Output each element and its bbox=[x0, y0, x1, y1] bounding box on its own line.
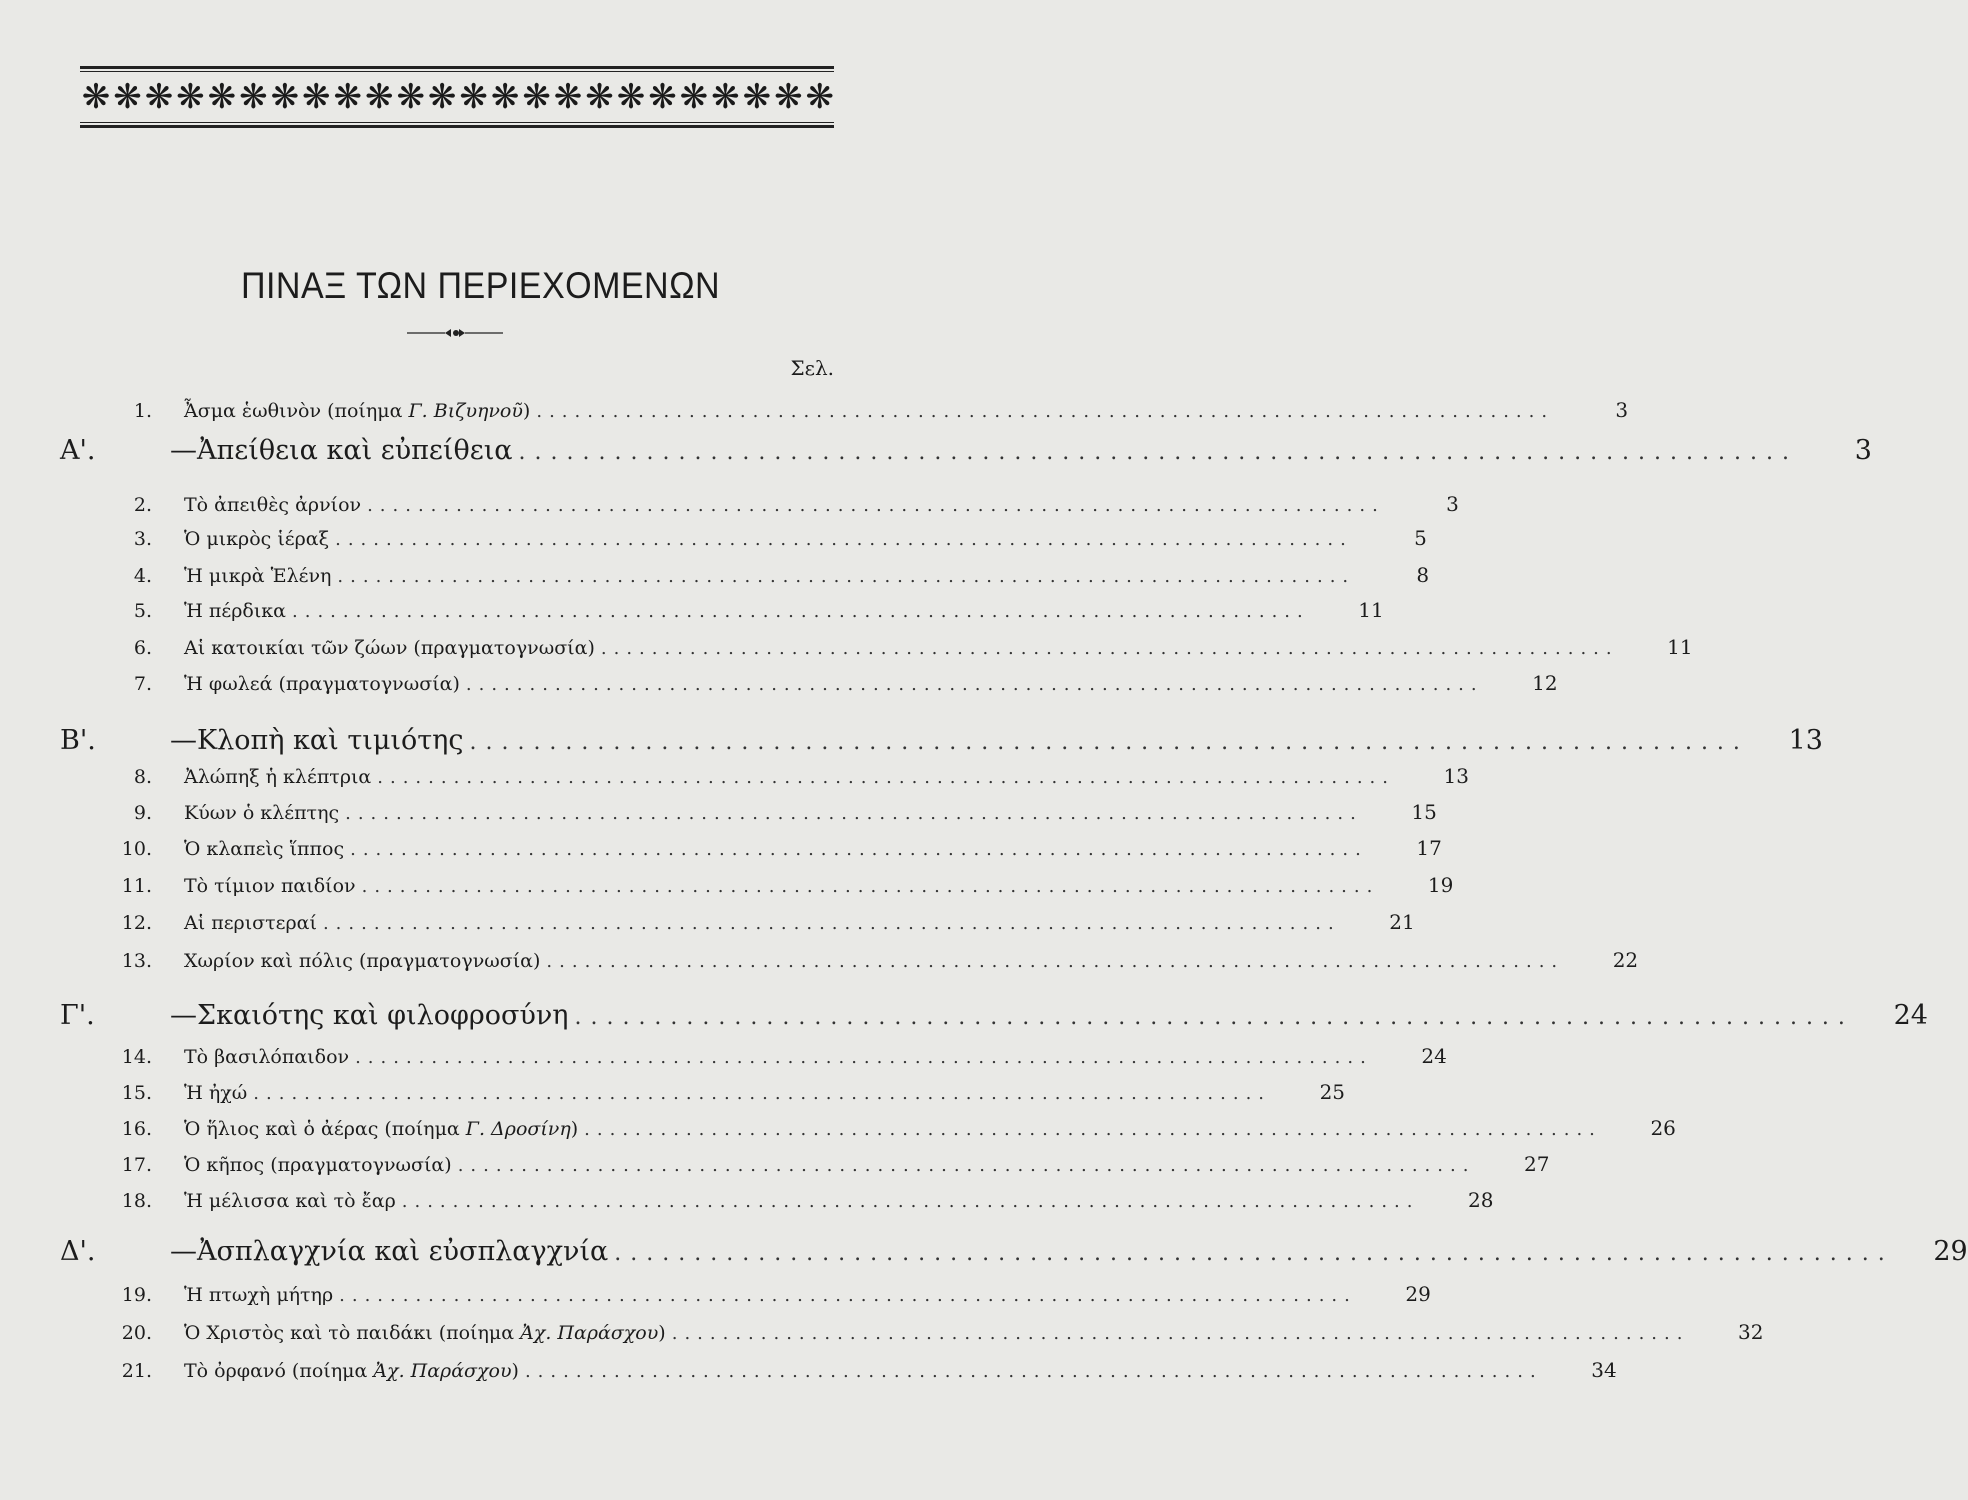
entry-page-number: 5 bbox=[1414, 526, 1427, 550]
dot-leader: ................................................................................ bbox=[355, 1047, 1373, 1068]
toc-item-row bbox=[60, 764, 1469, 788]
page-column-label: Σελ. bbox=[790, 356, 834, 380]
dot-leader: ................................................................................ bbox=[361, 876, 1380, 897]
dot-leader: ................................................................................ bbox=[322, 913, 1341, 934]
entry-page-number: 3 bbox=[1615, 398, 1629, 422]
entry-page-number: 13 bbox=[1788, 725, 1823, 756]
border-ornament-icon: ❋ bbox=[711, 77, 738, 117]
entry-number: 9. bbox=[133, 802, 152, 824]
border-ornament-icon: ❋ bbox=[81, 77, 109, 117]
dot-leader: ................................................................................ bbox=[584, 1119, 1602, 1140]
toc-item-row bbox=[60, 1080, 1346, 1104]
dot-leader: ................................................................................ bbox=[457, 1155, 1476, 1176]
entry-number: Γ'. bbox=[60, 1000, 95, 1031]
ornament-divider bbox=[407, 326, 503, 340]
entry-number: 12. bbox=[121, 912, 152, 934]
toc-item-row bbox=[60, 1044, 1447, 1068]
entry-title bbox=[184, 1360, 519, 1382]
entry-title bbox=[184, 1046, 349, 1068]
entry-page-number: 26 bbox=[1650, 1116, 1676, 1140]
entry-title bbox=[184, 912, 317, 934]
dot-leader: ................................................................................ bbox=[345, 803, 1363, 824]
top-rule bbox=[80, 66, 834, 69]
border-ornament-icon: ❋ bbox=[585, 77, 612, 117]
entry-title bbox=[184, 1322, 666, 1344]
dot-leader: ................................................................................ bbox=[339, 1285, 1357, 1306]
toc-item-row bbox=[60, 563, 1430, 587]
entry-title-text: —Ἀπείθεια καὶ εὐπείθεια bbox=[170, 435, 513, 466]
entry-title bbox=[184, 802, 339, 824]
entry-title-text: Ἀλώπηξ ἡ κλέπτρια bbox=[184, 766, 372, 788]
toc-item-row bbox=[60, 598, 1384, 622]
border-ornament-icon: ❋ bbox=[176, 77, 203, 117]
entry-page-number: 11 bbox=[1667, 635, 1693, 659]
entry-close-paren: ) bbox=[522, 400, 531, 422]
toc-item-row bbox=[60, 492, 1459, 516]
bottom-rule bbox=[80, 125, 834, 128]
bottom-rule-thin bbox=[80, 122, 834, 123]
entry-title-text: Τὸ βασιλόπαιδον bbox=[184, 1046, 350, 1068]
border-ornament-icon: ❋ bbox=[113, 77, 140, 117]
entry-page-number: 3 bbox=[1446, 492, 1459, 516]
entry-title bbox=[184, 600, 286, 622]
entry-page-number: 19 bbox=[1427, 873, 1454, 897]
entry-title bbox=[170, 435, 513, 466]
entry-title bbox=[170, 1236, 608, 1267]
entry-title-text: —Ἀσπλαγχνία καὶ εὐσπλαγχνία bbox=[170, 1236, 609, 1267]
entry-number: 2. bbox=[133, 494, 152, 516]
entry-close-paren: ) bbox=[658, 1322, 666, 1344]
page-title: ΠΙΝΑΞ ΤΩΝ ΠΕΡΙΕΧΟΜΕΝΩΝ bbox=[240, 264, 721, 306]
border-ornament-icon: ❋ bbox=[427, 77, 455, 117]
entry-title-text: Ἡ ἠχώ bbox=[184, 1082, 248, 1104]
entry-title bbox=[184, 950, 540, 972]
entry-number: 1. bbox=[133, 400, 152, 422]
entry-title-text: Ὁ κῆπος (πραγματογνωσία) bbox=[184, 1154, 452, 1176]
entry-title bbox=[170, 1000, 568, 1031]
entry-title-text: Ὁ κλαπεὶς ἵππος bbox=[184, 838, 345, 860]
toc-item-row bbox=[60, 671, 1558, 695]
entry-title-text: Αἱ περιστεραί bbox=[184, 912, 317, 934]
toc-item-row bbox=[60, 836, 1442, 860]
entry-title bbox=[184, 494, 361, 516]
ornamental-border bbox=[80, 74, 834, 120]
border-ornament-icon: ❋ bbox=[805, 77, 833, 117]
entry-title-text: Ὁ Χριστὸς καὶ τὸ παιδάκι (ποίημα bbox=[184, 1322, 515, 1344]
entry-title-text: —Κλοπὴ καὶ τιμιότης bbox=[170, 725, 464, 756]
entry-title bbox=[184, 637, 595, 659]
entry-page-number: 13 bbox=[1443, 764, 1469, 788]
entry-title-text: Κύων ὁ κλέπτης bbox=[184, 802, 340, 824]
dot-leader: ................................................................................ bbox=[614, 1241, 1894, 1266]
entry-page-number: 32 bbox=[1738, 1320, 1764, 1344]
dot-leader: ................................................................................ bbox=[377, 767, 1395, 788]
dot-leader: ................................................................................ bbox=[536, 401, 1555, 422]
entry-title-text: Ὁ ἥλιος καὶ ὁ ἀέρας (ποίημα bbox=[184, 1118, 460, 1140]
dot-leader: ................................................................................ bbox=[253, 1083, 1272, 1104]
entry-title bbox=[184, 528, 329, 550]
entry-title-text: Τὸ τίμιον παιδίον bbox=[184, 875, 356, 897]
entry-poet: Ἀχ. Παράσχου bbox=[520, 1322, 659, 1344]
entry-page-number: 8 bbox=[1416, 563, 1430, 587]
entry-page-number: 24 bbox=[1421, 1044, 1447, 1068]
border-ornament-icon: ❋ bbox=[144, 77, 172, 117]
entry-number: 15. bbox=[121, 1082, 152, 1104]
entry-title bbox=[184, 1118, 578, 1140]
entry-number: 10. bbox=[121, 838, 152, 860]
entry-number: 8. bbox=[133, 766, 152, 788]
entry-number: Δ'. bbox=[60, 1236, 96, 1267]
entry-title bbox=[184, 766, 371, 788]
toc-item-row bbox=[60, 1320, 1764, 1344]
entry-page-number: 24 bbox=[1893, 1000, 1928, 1031]
border-ornament-icon: ❋ bbox=[774, 77, 801, 117]
dot-leader: ................................................................................ bbox=[337, 566, 1356, 587]
border-ornament-icon: ❋ bbox=[302, 77, 329, 117]
entry-title bbox=[184, 1284, 333, 1306]
entry-title bbox=[184, 565, 331, 587]
entry-page-number: 12 bbox=[1532, 671, 1558, 695]
entry-page-number: 11 bbox=[1358, 598, 1384, 622]
entry-poet: Γ. Βιζυηνοῦ bbox=[408, 400, 523, 422]
dot-leader: ................................................................................ bbox=[518, 440, 1798, 465]
entry-number: 3. bbox=[133, 528, 152, 550]
entry-title bbox=[170, 725, 463, 756]
dot-leader: ................................................................................ bbox=[469, 730, 1749, 755]
entry-page-number: 15 bbox=[1411, 800, 1437, 824]
border-ornament-icon: ❋ bbox=[490, 77, 518, 117]
border-ornament-icon: ❋ bbox=[333, 77, 360, 117]
entry-number: 20. bbox=[121, 1322, 152, 1344]
entry-title-text: Ἆσμα ἑωθινὸν (ποίημα bbox=[184, 400, 403, 422]
dot-leader: ................................................................................ bbox=[671, 1323, 1690, 1344]
entry-number: 5. bbox=[133, 600, 152, 622]
entry-page-number: 27 bbox=[1523, 1152, 1550, 1176]
toc-section-row bbox=[60, 1000, 1928, 1031]
entry-poet: Γ. Δροσίνη bbox=[465, 1118, 571, 1140]
dot-leader: ................................................................................ bbox=[367, 495, 1385, 516]
entry-page-number: 3 bbox=[1854, 435, 1872, 466]
toc-item-row bbox=[60, 526, 1427, 550]
toc-item-row bbox=[60, 1188, 1494, 1212]
entry-title-text: Ἡ πέρδικα bbox=[184, 600, 286, 622]
entry-page-number: 25 bbox=[1319, 1080, 1346, 1104]
dot-leader: ................................................................................ bbox=[600, 638, 1619, 659]
entry-title-text: —Σκαιότης καὶ φιλοφροσύνη bbox=[170, 1000, 569, 1031]
border-ornament-icon: ❋ bbox=[742, 77, 770, 117]
border-ornament-icon: ❋ bbox=[522, 77, 549, 117]
entry-number: 14. bbox=[121, 1046, 152, 1068]
border-ornament-icon: ❋ bbox=[270, 77, 298, 117]
entry-title-text: Αἱ κατοικίαι τῶν ζώων (πραγματογνωσία) bbox=[184, 637, 595, 659]
border-ornament-icon: ❋ bbox=[239, 77, 266, 117]
entry-page-number: 29 bbox=[1405, 1282, 1431, 1306]
border-ornament-icon: ❋ bbox=[459, 77, 486, 117]
entry-title bbox=[184, 673, 460, 695]
entry-title bbox=[184, 1082, 247, 1104]
entry-page-number: 21 bbox=[1389, 910, 1415, 934]
entry-title-text: Ἡ πτωχὴ μήτηρ bbox=[184, 1284, 334, 1306]
entry-page-number: 17 bbox=[1416, 836, 1442, 860]
toc-item-row bbox=[60, 800, 1437, 824]
entry-number: 17. bbox=[121, 1154, 152, 1176]
border-ornament-icon: ❋ bbox=[553, 77, 581, 117]
entry-number: 16. bbox=[121, 1118, 152, 1140]
entry-close-paren: ) bbox=[570, 1118, 579, 1140]
entry-title-text: Ὁ μικρὸς ἱέραξ bbox=[184, 528, 330, 550]
border-ornament-icon: ❋ bbox=[396, 77, 423, 117]
entry-title-text: Τὸ ἀπειθὲς ἀρνίον bbox=[184, 494, 362, 516]
entry-title-text: Χωρίον καὶ πόλις (πραγματογνωσία) bbox=[184, 950, 541, 972]
toc-item-row bbox=[60, 910, 1415, 934]
entry-number: Β'. bbox=[60, 725, 96, 756]
entry-number: 18. bbox=[121, 1190, 152, 1212]
dot-leader: ................................................................................ bbox=[292, 601, 1310, 622]
entry-number: 21. bbox=[121, 1360, 152, 1382]
entry-page-number: 34 bbox=[1591, 1358, 1617, 1382]
entry-close-paren: ) bbox=[511, 1360, 519, 1382]
toc-item-row bbox=[60, 873, 1454, 897]
dot-leader: ................................................................................ bbox=[335, 529, 1353, 550]
toc-item-row bbox=[60, 1282, 1431, 1306]
dot-leader: ................................................................................ bbox=[546, 951, 1565, 972]
dot-leader: ................................................................................ bbox=[524, 1361, 1543, 1382]
toc-item-row bbox=[60, 1152, 1550, 1176]
entry-number: 7. bbox=[133, 673, 152, 695]
entry-title bbox=[184, 875, 356, 897]
border-ornament-icon: ❋ bbox=[679, 77, 707, 117]
entry-page-number: 22 bbox=[1612, 948, 1639, 972]
entry-title bbox=[184, 400, 530, 422]
border-ornament-icon: ❋ bbox=[364, 77, 392, 117]
toc-item-row bbox=[60, 635, 1693, 659]
dot-leader: ................................................................................ bbox=[401, 1191, 1420, 1212]
entry-title bbox=[184, 838, 344, 860]
entry-title bbox=[184, 1154, 452, 1176]
entry-title-text: Ἡ μέλισσα καὶ τὸ ἔαρ bbox=[184, 1190, 396, 1212]
entry-number: 13. bbox=[121, 950, 152, 972]
toc-item-row bbox=[60, 1116, 1676, 1140]
dot-leader: ................................................................................ bbox=[574, 1005, 1854, 1030]
top-rule-thin bbox=[80, 71, 834, 72]
entry-title bbox=[184, 1190, 396, 1212]
toc-section-row bbox=[60, 1236, 1968, 1267]
toc-section-row bbox=[60, 725, 1823, 756]
border-ornament-icon: ❋ bbox=[648, 77, 675, 117]
entry-title-text: Ἡ φωλεά (πραγματογνωσία) bbox=[184, 673, 460, 695]
toc-section-row bbox=[60, 435, 1872, 466]
toc-item-row bbox=[60, 948, 1639, 972]
dot-leader: ................................................................................ bbox=[465, 674, 1484, 695]
entry-title-text: Τὸ ὀρφανό (ποίημα bbox=[184, 1360, 368, 1382]
entry-page-number: 28 bbox=[1468, 1188, 1494, 1212]
entry-number: Α'. bbox=[60, 435, 96, 466]
entry-number: 11. bbox=[121, 875, 152, 897]
toc-item-row bbox=[60, 1358, 1617, 1382]
entry-title-text: Ἡ μικρὰ Ἑλένη bbox=[184, 565, 332, 587]
border-ornament-icon: ❋ bbox=[616, 77, 644, 117]
border-ornament-icon: ❋ bbox=[207, 77, 235, 117]
entry-number: 6. bbox=[133, 637, 152, 659]
dot-leader: ................................................................................ bbox=[350, 839, 1368, 860]
entry-poet: Ἀχ. Παράσχου bbox=[373, 1360, 512, 1382]
entry-number: 19. bbox=[121, 1284, 152, 1306]
entry-page-number: 29 bbox=[1933, 1236, 1968, 1267]
toc-item-row bbox=[60, 398, 1629, 422]
entry-number: 4. bbox=[133, 565, 152, 587]
